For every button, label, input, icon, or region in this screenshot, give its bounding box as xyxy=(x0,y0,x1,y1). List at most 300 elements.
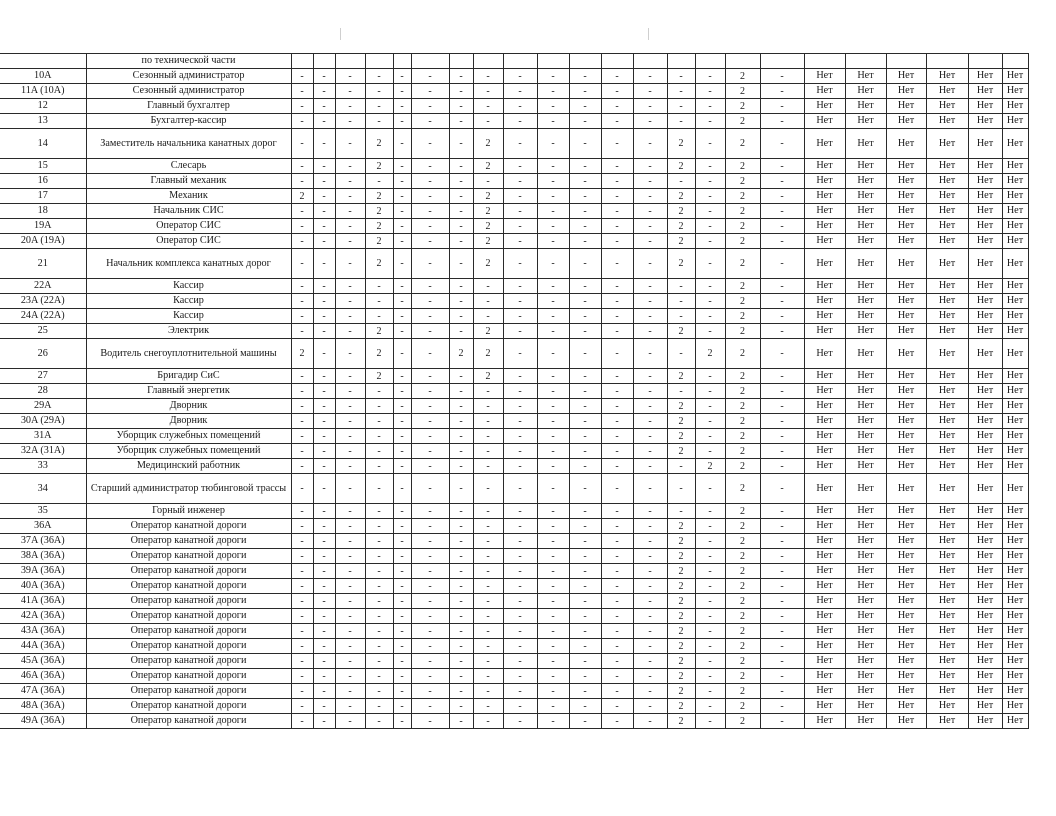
table-row xyxy=(0,504,1028,519)
value-cell: - xyxy=(601,414,633,429)
value-cell: - xyxy=(569,324,601,339)
sec-cell: Нет xyxy=(886,399,926,414)
value-cell: - xyxy=(667,309,695,324)
scan-artifact xyxy=(340,28,341,40)
value-cell: - xyxy=(313,504,335,519)
position-cell: Оператор канатной дороги xyxy=(86,624,291,639)
value-cell: 2 xyxy=(725,279,760,294)
row-id-cell: 14 xyxy=(0,129,86,159)
value-cell: 2 xyxy=(725,174,760,189)
value-cell: - xyxy=(449,594,473,609)
value-cell: - xyxy=(503,474,537,504)
value-cell: - xyxy=(569,219,601,234)
value-cell: 2 xyxy=(725,609,760,624)
value-cell: - xyxy=(393,114,411,129)
value-cell: - xyxy=(411,519,449,534)
sec-cell: Нет xyxy=(968,504,1002,519)
value-cell: - xyxy=(601,249,633,279)
sec-cell: Нет xyxy=(968,444,1002,459)
value-cell: - xyxy=(365,594,393,609)
value-cell: 2 xyxy=(725,654,760,669)
value-cell: - xyxy=(633,249,667,279)
value-cell: - xyxy=(760,414,804,429)
value-cell: - xyxy=(411,219,449,234)
value-cell: - xyxy=(393,309,411,324)
value-cell: - xyxy=(633,504,667,519)
position-cell: Оператор канатной дороги xyxy=(86,654,291,669)
position-cell: Медицинский работник xyxy=(86,459,291,474)
value-cell: - xyxy=(335,279,365,294)
value-cell: - xyxy=(393,324,411,339)
value-cell: - xyxy=(569,609,601,624)
value-cell: - xyxy=(601,339,633,369)
value-cell: - xyxy=(601,189,633,204)
sec-cell: Нет xyxy=(804,654,845,669)
value-cell: - xyxy=(537,714,569,729)
value-cell: 2 xyxy=(667,234,695,249)
value-cell: - xyxy=(537,564,569,579)
value-cell: 2 xyxy=(667,189,695,204)
value-cell: - xyxy=(473,654,503,669)
sec-cell: Нет xyxy=(804,309,845,324)
value-cell: - xyxy=(365,639,393,654)
sec-cell xyxy=(1002,54,1028,69)
value-cell: 2 xyxy=(667,579,695,594)
value-cell: - xyxy=(335,444,365,459)
value-cell: 2 xyxy=(725,369,760,384)
sec-cell: Нет xyxy=(1002,474,1028,504)
value-cell: - xyxy=(569,474,601,504)
sec-cell: Нет xyxy=(1002,429,1028,444)
row-id-cell: 23A (22A) xyxy=(0,294,86,309)
value-cell: - xyxy=(335,459,365,474)
value-cell: - xyxy=(365,714,393,729)
value-cell: - xyxy=(473,174,503,189)
value-cell: - xyxy=(411,174,449,189)
sec-cell: Нет xyxy=(1002,294,1028,309)
value-cell: 2 xyxy=(667,204,695,219)
value-cell: - xyxy=(393,474,411,504)
value-cell: - xyxy=(335,669,365,684)
value-cell: - xyxy=(365,549,393,564)
sec-cell: Нет xyxy=(886,294,926,309)
value-cell: - xyxy=(667,69,695,84)
position-cell: Слесарь xyxy=(86,159,291,174)
value-cell: - xyxy=(503,294,537,309)
value-cell: 2 xyxy=(725,204,760,219)
value-cell: 2 xyxy=(365,339,393,369)
value-cell: - xyxy=(393,699,411,714)
table-row xyxy=(0,129,1028,159)
value-cell: - xyxy=(411,669,449,684)
value-cell: - xyxy=(695,69,725,84)
value-cell: - xyxy=(473,69,503,84)
value-cell: - xyxy=(569,459,601,474)
value-cell: - xyxy=(760,519,804,534)
table-row xyxy=(0,459,1028,474)
sec-cell: Нет xyxy=(845,519,886,534)
table-row xyxy=(0,414,1028,429)
row-id-cell: 21 xyxy=(0,249,86,279)
sec-cell: Нет xyxy=(926,219,968,234)
value-cell: - xyxy=(503,309,537,324)
value-cell: - xyxy=(503,624,537,639)
value-cell: - xyxy=(335,309,365,324)
sec-cell: Нет xyxy=(804,294,845,309)
value-cell: 2 xyxy=(365,189,393,204)
sec-cell: Нет xyxy=(926,399,968,414)
position-cell: Начальник СИС xyxy=(86,204,291,219)
value-cell: - xyxy=(335,129,365,159)
sec-cell: Нет xyxy=(886,384,926,399)
value-cell: - xyxy=(411,504,449,519)
value-cell: - xyxy=(313,699,335,714)
sec-cell: Нет xyxy=(926,129,968,159)
sec-cell: Нет xyxy=(886,429,926,444)
value-cell: - xyxy=(411,534,449,549)
value-cell: - xyxy=(365,384,393,399)
value-cell: - xyxy=(537,249,569,279)
value-cell: 2 xyxy=(725,99,760,114)
sec-cell: Нет xyxy=(1002,699,1028,714)
value-cell: 2 xyxy=(365,219,393,234)
value-cell: - xyxy=(695,99,725,114)
sec-cell: Нет xyxy=(804,399,845,414)
value-cell: - xyxy=(503,684,537,699)
sec-cell: Нет xyxy=(845,294,886,309)
value-cell: - xyxy=(411,369,449,384)
value-cell: - xyxy=(291,249,313,279)
sec-cell: Нет xyxy=(845,69,886,84)
row-id-cell: 28 xyxy=(0,384,86,399)
sec-cell: Нет xyxy=(804,324,845,339)
sec-cell: Нет xyxy=(1002,714,1028,729)
sec-cell: Нет xyxy=(926,114,968,129)
value-cell: - xyxy=(537,204,569,219)
value-cell: - xyxy=(335,159,365,174)
value-cell: - xyxy=(503,609,537,624)
value-cell: 2 xyxy=(667,399,695,414)
value-cell: - xyxy=(569,399,601,414)
sec-cell: Нет xyxy=(968,249,1002,279)
value-cell: - xyxy=(503,699,537,714)
value-cell: - xyxy=(633,414,667,429)
value-cell: - xyxy=(411,549,449,564)
value-cell: - xyxy=(667,294,695,309)
value-cell: - xyxy=(393,384,411,399)
value-cell: 2 xyxy=(473,219,503,234)
sec-cell: Нет xyxy=(886,234,926,249)
value-cell: - xyxy=(537,639,569,654)
value-cell: - xyxy=(601,204,633,219)
value-cell: - xyxy=(365,609,393,624)
value-cell: - xyxy=(313,564,335,579)
position-cell: Заместитель начальника канатных дорог xyxy=(86,129,291,159)
value-cell: - xyxy=(760,99,804,114)
sec-cell: Нет xyxy=(886,459,926,474)
value-cell: - xyxy=(313,129,335,159)
value-cell: - xyxy=(601,159,633,174)
sec-cell: Нет xyxy=(886,504,926,519)
value-cell: - xyxy=(449,174,473,189)
value-cell: - xyxy=(695,714,725,729)
sec-cell: Нет xyxy=(845,249,886,279)
value-cell: - xyxy=(313,204,335,219)
value-cell: 2 xyxy=(725,234,760,249)
sec-cell: Нет xyxy=(845,669,886,684)
table-row xyxy=(0,84,1028,99)
table-row xyxy=(0,429,1028,444)
position-cell: Горный инженер xyxy=(86,504,291,519)
sec-cell: Нет xyxy=(886,309,926,324)
value-cell: - xyxy=(393,549,411,564)
table-row xyxy=(0,339,1028,369)
value-cell: - xyxy=(411,279,449,294)
value-cell: - xyxy=(633,309,667,324)
value-cell: 2 xyxy=(291,189,313,204)
value-cell: - xyxy=(760,609,804,624)
sec-cell: Нет xyxy=(845,714,886,729)
value-cell: - xyxy=(503,114,537,129)
value-cell: - xyxy=(537,444,569,459)
value-cell: - xyxy=(473,414,503,429)
value-cell: - xyxy=(365,534,393,549)
sec-cell: Нет xyxy=(968,114,1002,129)
value-cell: 2 xyxy=(667,669,695,684)
table-row xyxy=(0,594,1028,609)
value-cell: - xyxy=(473,699,503,714)
value-cell: - xyxy=(365,414,393,429)
sec-cell: Нет xyxy=(845,549,886,564)
value-cell: - xyxy=(335,504,365,519)
sec-cell: Нет xyxy=(968,69,1002,84)
sec-cell: Нет xyxy=(968,414,1002,429)
position-cell: Оператор СИС xyxy=(86,234,291,249)
sec-cell: Нет xyxy=(1002,384,1028,399)
value-cell: 2 xyxy=(365,159,393,174)
value-cell: - xyxy=(473,519,503,534)
row-id-cell: 24A (22A) xyxy=(0,309,86,324)
sec-cell: Нет xyxy=(845,99,886,114)
row-id-cell: 46A (36A) xyxy=(0,669,86,684)
value-cell: - xyxy=(393,459,411,474)
sec-cell: Нет xyxy=(804,429,845,444)
sec-cell: Нет xyxy=(886,684,926,699)
value-cell: - xyxy=(537,459,569,474)
value-cell: - xyxy=(601,504,633,519)
value-cell: - xyxy=(313,399,335,414)
sec-cell: Нет xyxy=(845,684,886,699)
value-cell: - xyxy=(537,309,569,324)
sec-cell: Нет xyxy=(968,159,1002,174)
value-cell: - xyxy=(393,219,411,234)
sec-cell: Нет xyxy=(886,249,926,279)
value-cell: - xyxy=(503,429,537,444)
value-cell: - xyxy=(760,549,804,564)
sec-cell: Нет xyxy=(1002,399,1028,414)
value-cell: 2 xyxy=(725,294,760,309)
value-cell: - xyxy=(449,444,473,459)
value-cell: - xyxy=(537,219,569,234)
sec-cell: Нет xyxy=(804,84,845,99)
table-row xyxy=(0,159,1028,174)
position-cell: Оператор канатной дороги xyxy=(86,609,291,624)
value-cell: - xyxy=(291,174,313,189)
value-cell: - xyxy=(449,189,473,204)
value-cell: - xyxy=(569,564,601,579)
value-cell: - xyxy=(695,114,725,129)
table-row xyxy=(0,69,1028,84)
value-cell: - xyxy=(473,474,503,504)
sec-cell: Нет xyxy=(968,474,1002,504)
value-cell xyxy=(393,54,411,69)
value-cell: - xyxy=(449,249,473,279)
value-cell: - xyxy=(411,99,449,114)
row-id-cell: 45A (36A) xyxy=(0,654,86,669)
value-cell: - xyxy=(313,684,335,699)
position-cell: Механик xyxy=(86,189,291,204)
sec-cell: Нет xyxy=(1002,84,1028,99)
sec-cell: Нет xyxy=(968,384,1002,399)
value-cell: - xyxy=(335,429,365,444)
value-cell: - xyxy=(760,399,804,414)
value-cell: - xyxy=(633,459,667,474)
position-cell: Кассир xyxy=(86,294,291,309)
row-id-cell: 22A xyxy=(0,279,86,294)
value-cell: - xyxy=(537,84,569,99)
value-cell: - xyxy=(411,294,449,309)
value-cell: - xyxy=(335,234,365,249)
value-cell: - xyxy=(335,69,365,84)
value-cell: - xyxy=(291,609,313,624)
value-cell xyxy=(537,54,569,69)
table-row xyxy=(0,444,1028,459)
value-cell: - xyxy=(411,399,449,414)
value-cell: 2 xyxy=(725,384,760,399)
value-cell: - xyxy=(633,369,667,384)
sec-cell: Нет xyxy=(968,309,1002,324)
value-cell: - xyxy=(760,174,804,189)
sec-cell: Нет xyxy=(968,174,1002,189)
value-cell: - xyxy=(569,279,601,294)
value-cell: - xyxy=(313,519,335,534)
value-cell: - xyxy=(695,429,725,444)
table-row xyxy=(0,279,1028,294)
value-cell: - xyxy=(695,414,725,429)
value-cell: - xyxy=(291,234,313,249)
sec-cell: Нет xyxy=(968,669,1002,684)
value-cell: - xyxy=(633,699,667,714)
value-cell: - xyxy=(291,429,313,444)
value-cell: - xyxy=(449,714,473,729)
sec-cell: Нет xyxy=(804,714,845,729)
sec-cell: Нет xyxy=(804,609,845,624)
value-cell: - xyxy=(503,369,537,384)
row-id-cell: 39A (36A) xyxy=(0,564,86,579)
value-cell: - xyxy=(503,384,537,399)
value-cell: - xyxy=(335,564,365,579)
value-cell: - xyxy=(633,384,667,399)
sec-cell: Нет xyxy=(804,174,845,189)
sec-cell: Нет xyxy=(804,384,845,399)
value-cell: - xyxy=(335,204,365,219)
value-cell: - xyxy=(503,219,537,234)
sec-cell: Нет xyxy=(926,429,968,444)
value-cell: - xyxy=(569,294,601,309)
value-cell: - xyxy=(760,189,804,204)
value-cell: - xyxy=(449,114,473,129)
value-cell: - xyxy=(449,324,473,339)
value-cell: - xyxy=(695,699,725,714)
value-cell: - xyxy=(411,414,449,429)
value-cell: - xyxy=(633,174,667,189)
value-cell: - xyxy=(291,549,313,564)
value-cell: - xyxy=(393,294,411,309)
sec-cell: Нет xyxy=(968,399,1002,414)
value-cell: - xyxy=(695,564,725,579)
sec-cell: Нет xyxy=(845,699,886,714)
sec-cell: Нет xyxy=(845,189,886,204)
value-cell: - xyxy=(537,534,569,549)
value-cell: - xyxy=(365,279,393,294)
value-cell xyxy=(291,54,313,69)
workplace-assessment-table xyxy=(0,53,1029,729)
sec-cell: Нет xyxy=(1002,624,1028,639)
sec-cell: Нет xyxy=(886,624,926,639)
value-cell: - xyxy=(473,579,503,594)
value-cell: - xyxy=(695,654,725,669)
value-cell: - xyxy=(393,69,411,84)
sec-cell: Нет xyxy=(926,504,968,519)
value-cell: - xyxy=(335,84,365,99)
sec-cell: Нет xyxy=(926,204,968,219)
sec-cell: Нет xyxy=(845,609,886,624)
value-cell: - xyxy=(633,219,667,234)
value-cell: - xyxy=(393,129,411,159)
value-cell: - xyxy=(633,294,667,309)
value-cell: - xyxy=(313,249,335,279)
sec-cell: Нет xyxy=(926,369,968,384)
value-cell: - xyxy=(601,99,633,114)
value-cell: 2 xyxy=(695,339,725,369)
sec-cell: Нет xyxy=(1002,219,1028,234)
value-cell: - xyxy=(633,99,667,114)
sec-cell: Нет xyxy=(804,564,845,579)
value-cell: - xyxy=(473,504,503,519)
value-cell: 2 xyxy=(473,339,503,369)
value-cell: - xyxy=(291,84,313,99)
value-cell: 2 xyxy=(473,204,503,219)
value-cell: - xyxy=(760,504,804,519)
value-cell: 2 xyxy=(667,594,695,609)
sec-cell: Нет xyxy=(926,549,968,564)
value-cell: - xyxy=(537,684,569,699)
value-cell: - xyxy=(760,384,804,399)
sec-cell: Нет xyxy=(845,84,886,99)
value-cell: - xyxy=(365,564,393,579)
sec-cell: Нет xyxy=(845,624,886,639)
position-cell: Оператор канатной дороги xyxy=(86,594,291,609)
value-cell: 2 xyxy=(449,339,473,369)
value-cell: - xyxy=(335,609,365,624)
value-cell: - xyxy=(503,639,537,654)
value-cell: - xyxy=(569,669,601,684)
value-cell: - xyxy=(667,504,695,519)
sec-cell: Нет xyxy=(1002,459,1028,474)
value-cell: - xyxy=(393,234,411,249)
value-cell: 2 xyxy=(473,369,503,384)
position-cell: Главный бухгалтер xyxy=(86,99,291,114)
